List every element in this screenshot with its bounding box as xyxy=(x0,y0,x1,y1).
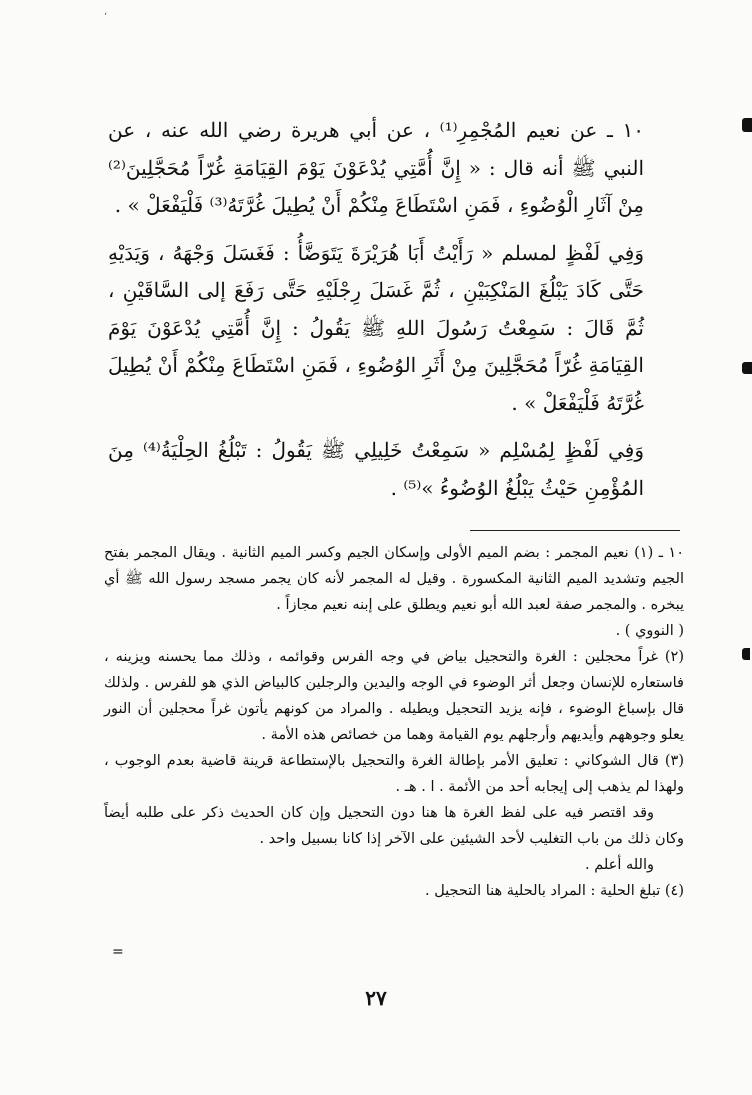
footnote-1-source: ( النووي ) . xyxy=(615,623,684,639)
footnote-3: (٣) قال الشوكاني : تعليق الأمر بإطالة الغرة والتحجيل بالإستطاعة قرينة قاضية بعدم الوجوب ، ولهذا لم يذهب إلى إيجابه أحد من الأئمة . ا . هـ . xyxy=(104,753,684,795)
scan-edge-mark xyxy=(742,118,752,132)
footnote-separator xyxy=(470,530,680,531)
footnote-2: (٢) غراً محجلين : الغرة والتحجيل بياض في وجه الفرس وقوائمه ، وذلك مما يحسنه ويزينه ، فاستعاره للإنسان وجعل أثر الوضوء في الوجه واليدين والرجلين كالبياض الذي هو للفرس . ولذلك قال بإسباغ الوضوء ، فإنه يزيد التحجيل ويطيله . والمراد من كونهم يأتون غراً محجلين أن النور يعلو وجوههم وأيديهم وأرجلهم يوم القيامة وهما من خصائص هذه الأمة . xyxy=(104,649,684,743)
hadith-paragraph-2: وَفِي لَفْظٍ لمسلم « رَأَيْتُ أَبَا هُرَيْرَةَ يَتَوَضَّأُ : فَغَسَلَ وَجْهَهُ ، وَيَدَيْهِ حَتَّى كَادَ يَبْلُغَ المَنْكِبَيْنِ ، ثُمَّ غَسَلَ رِجْلَيْهِ حَتَّى رَفَعَ إلى السَّاقَيْنِ ، ثُمَّ قَالَ : سَمِعْتُ رَسُولَ اللهِ ﷺ يَقُولُ : إِنَّ أُمَّتِي يُدْعَوْنَ يَوْمَ القِيَامَةِ غُرّاً مُحَجَّلِينَ مِنْ أَثَرِ الوُضُوءِ ، فَمَنِ اسْتَطَاعَ مِنْكُمْ أَنْ يُطِيلَ غُرَّتَهُ فَلْيَفْعَلْ » . xyxy=(108,240,644,415)
hadith-paragraph-1: ١٠ ـ عن نعيم المُجْمِرِ⁽¹⁾ ، عن أبي هريرة رضي الله عنه ، عن النبي ﷺ أنه قال : « إِنَّ أُمَّتِي يُدْعَوْنَ يَوْمَ القِيَامَةِ غُرّاً مُحَجَّلِينَ⁽²⁾ مِنْ آثَارِ الْوُضُوءِ ، فَمَنِ اسْتَطَاعَ مِنْكُمْ أَنْ يُطِيلَ غُرَّتَهُ⁽³⁾ فَلْيَفْعَلْ » . xyxy=(108,118,645,217)
scan-edge-mark xyxy=(742,362,752,374)
footnote-1: ١٠ ـ (١) نعيم المجمر : بضم الميم الأولى وإسكان الجيم وكسر الميم الثانية . ويقال المجمر بفتح الجيم وتشديد الميم الثانية المكسورة . وقيل له المجمر لأنه كان يجمر مسجد رسول الله ﷺ أي يبخره . والمجمر صفة لعبد الله أبو نعيم ويطلق على إبنه نعيم مجازاً . xyxy=(104,545,684,613)
footnotes xyxy=(104,540,684,904)
page-number: ٢٧ xyxy=(365,986,387,1010)
scan-edge-mark xyxy=(742,648,750,660)
footnote-3-closing: والله أعلم . xyxy=(585,857,654,873)
footnote-4: (٤) تبلغ الحلية : المراد بالحلية هنا التحجيل . xyxy=(424,883,684,899)
hadith-text xyxy=(108,112,644,517)
footnote-3-continued: وقد اقتصر فيه على لفظ الغرة ها هنا دون التحجيل وإن كان الحديث ذكر على طلبه أيضاً وكان ذلك من باب التغليب لأحد الشيئين على الآخر إذا كانا بسبيل واحد . xyxy=(104,805,684,847)
hadith-paragraph-3: وَفِي لَفْظٍ لِمُسْلِم « سَمِعْتُ خَلِيلِي ﷺ يَقُولُ : تَبْلُغُ الحِلْيَةُ⁽⁴⁾ مِنَ المُؤْمِنِ حَيْثُ يَبْلُغُ الوُضُوءُ »⁽⁵⁾ . xyxy=(108,438,644,500)
margin-tick: ٬ xyxy=(104,12,108,23)
margin-equals-sign: = xyxy=(112,944,124,960)
